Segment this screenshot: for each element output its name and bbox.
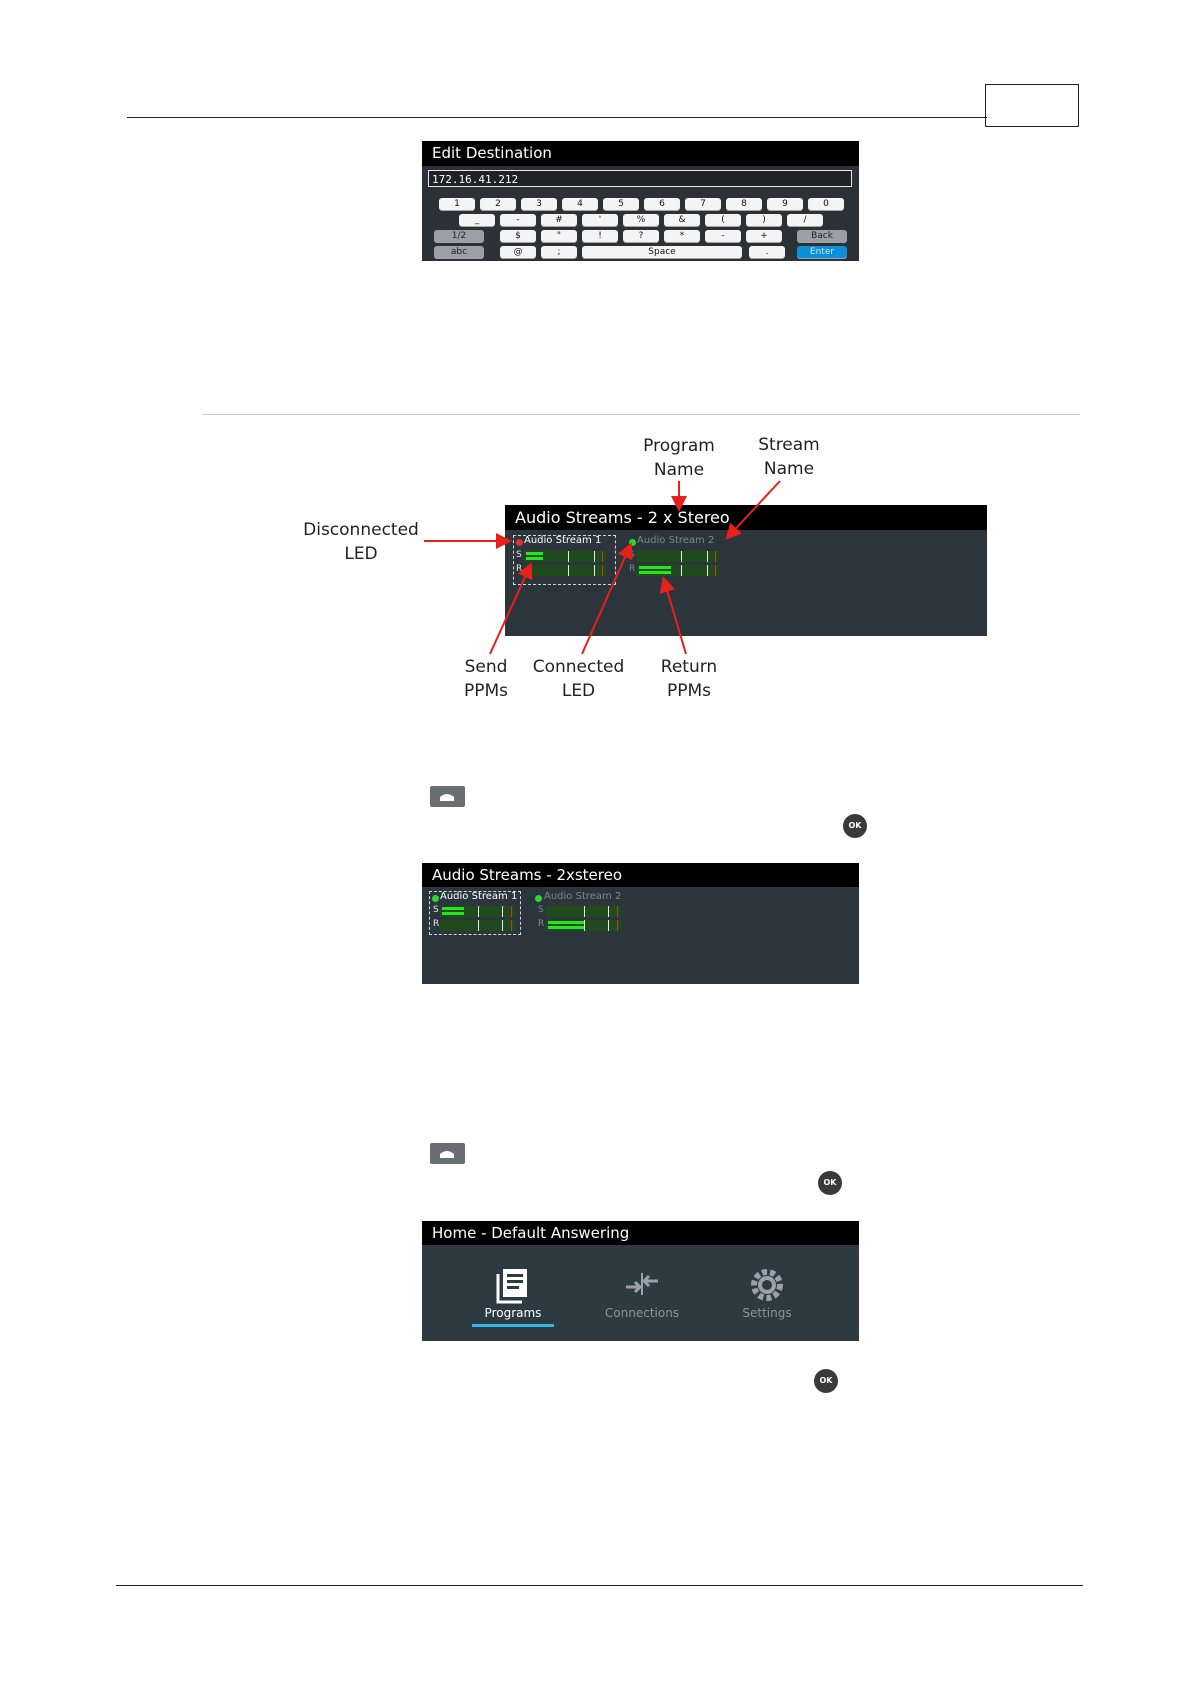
connected-led [535,895,542,902]
key[interactable]: . [749,246,785,258]
return-ppms-arrow [664,580,686,654]
key[interactable]: ? [623,230,659,242]
footer-rule [116,1585,1083,1586]
key[interactable]: 3 [521,198,557,210]
nav-programs-label: Programs [484,1306,542,1320]
key[interactable]: 4 [562,198,598,210]
disconnected-led-label: Disconnected LED [303,520,419,564]
key[interactable]: - [500,214,536,226]
settings-icon [747,1265,787,1305]
key[interactable]: 1 [439,198,475,210]
screen-title: Audio Streams - 2xstereo [422,863,859,887]
stream-name-label: Stream Name [758,435,820,479]
send-label: S [433,905,439,915]
space-key[interactable]: Space [582,246,742,258]
stream-1-name: Audio Stream 1 [524,535,602,546]
key[interactable]: _ [459,214,495,226]
active-tab-underline [472,1324,554,1327]
nav-programs[interactable] [468,1265,558,1327]
key[interactable]: 2 [480,198,516,210]
back-key[interactable]: Back [797,230,847,242]
send-ppms-arrow [490,566,530,654]
connections-icon [622,1265,662,1305]
send-ppm [440,906,515,917]
return-label: R [629,564,636,574]
key[interactable]: ) [746,214,782,226]
key[interactable]: 8 [726,198,762,210]
return-label: R [433,919,440,929]
toggle-key[interactable]: 1/2 [434,230,484,242]
nav-connections[interactable] [594,1265,690,1320]
return-label: R [516,564,523,574]
key[interactable]: & [664,214,700,226]
key[interactable]: ; [541,246,577,258]
key[interactable]: - [705,230,741,242]
streams-screen [422,863,859,984]
stream-1-name: Audio Stream 1 [440,891,518,902]
send-ppm [546,906,621,917]
screen-title: Edit Destination [422,141,859,166]
stream-2-name: Audio Stream 2 [544,891,622,902]
home-button-icon[interactable] [430,1143,465,1164]
stream-2-name: Audio Stream 2 [637,535,715,546]
annotation-arrows [0,0,1190,720]
return-ppm [546,920,621,931]
key[interactable]: ' [582,214,618,226]
screen-title: Home - Default Answering [422,1221,859,1245]
connected-led-arrow [582,546,630,654]
send-label: S [629,550,635,560]
ok-button-icon[interactable]: OK [843,814,867,838]
send-ppms-label: Send PPMs [463,657,509,701]
key[interactable]: 7 [685,198,721,210]
nav-settings[interactable] [722,1265,812,1320]
enter-key[interactable]: Enter [797,246,847,258]
key[interactable]: @ [500,246,536,258]
send-label: S [538,905,544,915]
key[interactable]: / [787,214,823,226]
return-ppms-label: Return PPMs [660,657,718,701]
home-button-icon[interactable] [430,786,465,807]
key[interactable]: 0 [808,198,844,210]
send-label: S [516,550,522,560]
ok-button-icon[interactable]: OK [818,1171,842,1195]
home-screen [422,1221,859,1341]
return-label: R [538,919,545,929]
key[interactable]: ( [705,214,741,226]
return-ppm [440,920,515,931]
nav-connections-label: Connections [604,1306,680,1320]
key[interactable]: 6 [644,198,680,210]
connected-led-label: Connected LED [532,657,625,701]
key[interactable]: # [541,214,577,226]
key[interactable]: $ [500,230,536,242]
key[interactable]: 5 [603,198,639,210]
key[interactable]: % [623,214,659,226]
key[interactable]: + [746,230,782,242]
ok-button-icon[interactable]: OK [814,1369,838,1393]
program-name-label: Program Name [643,436,715,480]
stream-name-arrow [728,481,780,537]
destination-input[interactable]: 172.16.41.212 [428,170,852,187]
key[interactable]: ! [582,230,618,242]
abc-key[interactable]: abc [434,246,484,258]
screen-title: Audio Streams - 2 x Stereo [505,505,987,530]
key[interactable]: 9 [767,198,803,210]
key[interactable]: * [664,230,700,242]
nav-settings-label: Settings [742,1306,792,1320]
connected-led [432,895,439,902]
programs-icon [493,1265,533,1305]
key[interactable]: " [541,230,577,242]
